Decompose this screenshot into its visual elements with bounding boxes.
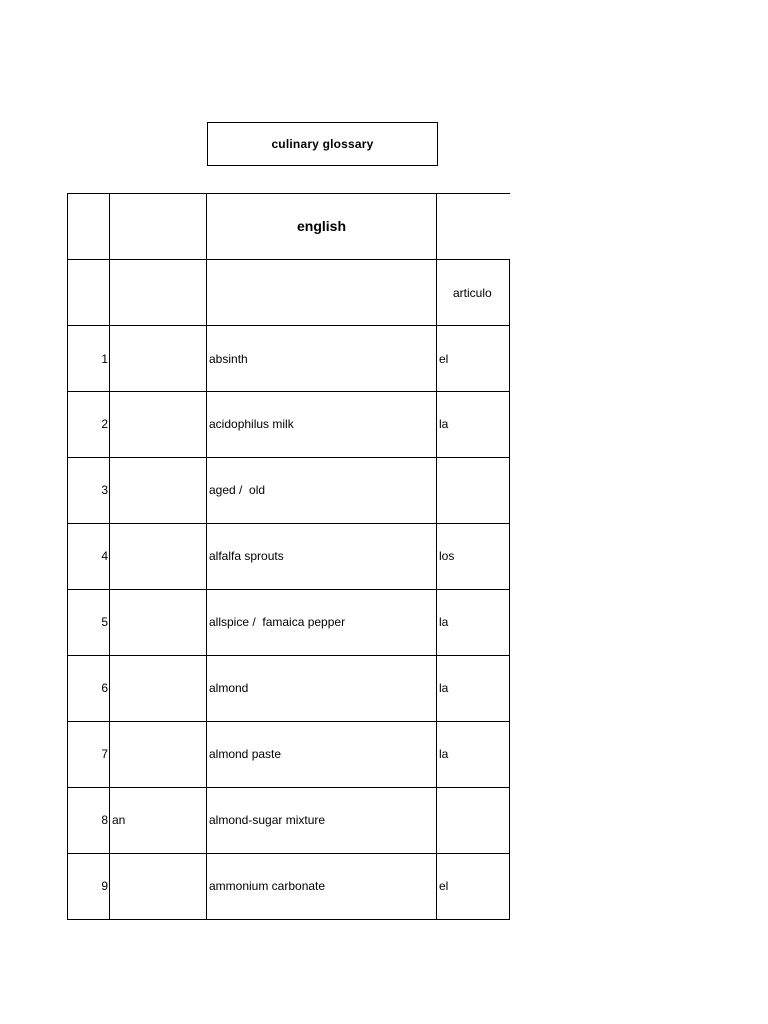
row-border: [67, 589, 510, 590]
row-border: [67, 853, 510, 854]
document-title: culinary glossary: [207, 122, 438, 166]
articulo-column-header: articulo: [453, 286, 492, 300]
english-column-header: english: [296, 218, 346, 234]
article: la: [439, 615, 449, 629]
row-border: [67, 523, 510, 524]
row-number: 2: [101, 417, 108, 431]
row-border: [67, 259, 510, 260]
row-number: 7: [101, 747, 108, 761]
row-border: [67, 391, 510, 392]
english-term: almond: [209, 681, 249, 695]
row-border: [67, 457, 510, 458]
english-term: aged / old: [209, 483, 266, 497]
col-border-prefix: [206, 193, 207, 920]
row-number: 9: [101, 879, 108, 893]
row-border: [67, 655, 510, 656]
row-border: [67, 325, 510, 326]
row-number: 8: [101, 813, 108, 827]
article: la: [439, 747, 449, 761]
col-border-left: [67, 193, 68, 920]
row-prefix: an: [112, 813, 126, 827]
english-term: ammonium carbonate: [209, 879, 326, 893]
article: el: [439, 352, 449, 366]
article: el: [439, 879, 449, 893]
col-border-english: [436, 193, 437, 920]
english-term: absinth: [209, 352, 248, 366]
english-term: allspice / famaica pepper: [209, 615, 346, 629]
english-term: almond paste: [209, 747, 282, 761]
row-number: 6: [101, 681, 108, 695]
article: la: [439, 681, 449, 695]
row-border-bottom: [67, 919, 510, 920]
row-number: 3: [101, 483, 108, 497]
row-border: [67, 721, 510, 722]
article: los: [439, 549, 455, 563]
glossary-table: [67, 193, 510, 920]
row-border-top: [67, 193, 510, 194]
row-number: 4: [101, 549, 108, 563]
english-term: acidophilus milk: [209, 417, 294, 431]
row-number: 5: [101, 615, 108, 629]
col-border-num: [109, 193, 110, 920]
english-term: almond-sugar mixture: [209, 813, 326, 827]
english-term: alfalfa sprouts: [209, 549, 284, 563]
article: la: [439, 417, 449, 431]
row-number: 1: [101, 352, 108, 366]
row-border: [67, 787, 510, 788]
